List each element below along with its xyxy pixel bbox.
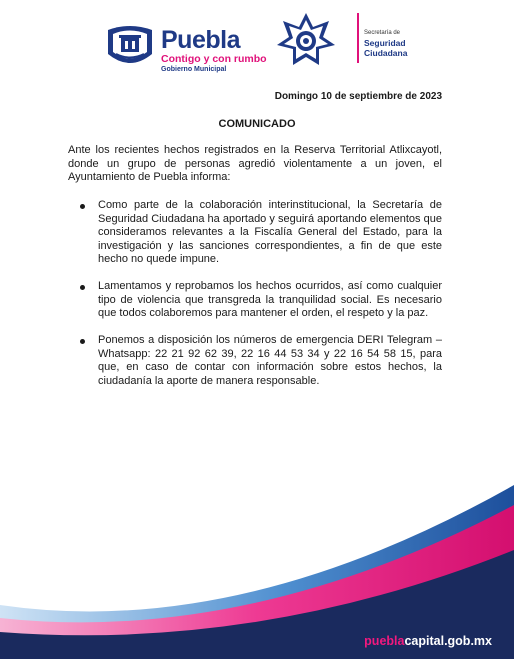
- footer-website-link[interactable]: [364, 634, 492, 648]
- bullet-text: Ponemos a disposición los números de emergencia DERI Telegram – Whatsapp: 22 21 92 62 39, 22 16 44 53 34 y 22 16 54 58 15, para que, en caso de contar con información sobre estos hechos, la ciudadanía la aporte de manera responsable.: [98, 334, 442, 387]
- police-star-badge-icon: [275, 11, 337, 71]
- url-highlight: puebla: [364, 634, 405, 648]
- secretaria-line-1: Secretaría de: [364, 30, 401, 36]
- bullet-icon: [80, 204, 85, 209]
- document-title: COMUNICADO: [218, 118, 296, 130]
- puebla-brand: [161, 28, 267, 75]
- brand-name: Puebla: [161, 26, 240, 54]
- brand-tagline: Contigo y con rumbo: [161, 53, 267, 65]
- bullet-text: Como parte de la colaboración interinstitucional, la Secretaría de Seguridad Ciudadana ha aportado y seguirá aportando elementos que consideramos relevantes a la Fiscalía General del Estado, para la investigación y las sanciones correspondientes, a fin de que este hecho no quede impune.: [98, 199, 442, 265]
- brand-subtitle: Gobierno Municipal: [161, 66, 227, 73]
- footer-swoosh-decoration: [0, 470, 514, 659]
- document-date: Domingo 10 de septiembre de 2023: [274, 91, 442, 102]
- bullet-icon: [80, 339, 85, 344]
- secretaria-label: [364, 28, 407, 58]
- secretaria-line-3: Ciudadana: [364, 48, 408, 58]
- header-divider: [357, 13, 359, 63]
- list-item: [68, 280, 442, 321]
- secretaria-line-2: Seguridad: [364, 38, 406, 48]
- puebla-shield-logo-icon: [104, 24, 156, 68]
- list-item: [68, 334, 442, 388]
- bullet-list: [68, 199, 442, 402]
- list-item: [68, 199, 442, 267]
- bullet-icon: [80, 285, 85, 290]
- bullet-text: Lamentamos y reprobamos los hechos ocurridos, así como cualquier tipo de violencia que transgreda la tranquilidad social. Es necesario que todos colaboremos para mantener el orden, el respeto y la paz.: [98, 280, 442, 319]
- url-rest: capital.gob.mx: [404, 634, 492, 648]
- letterhead: [0, 0, 514, 90]
- intro-paragraph: Ante los recientes hechos registrados en la Reserva Territorial Atlixcayotl, donde un grupo de personas agredió violentamente a un joven, el Ayuntamiento de Puebla informa:: [68, 144, 442, 183]
